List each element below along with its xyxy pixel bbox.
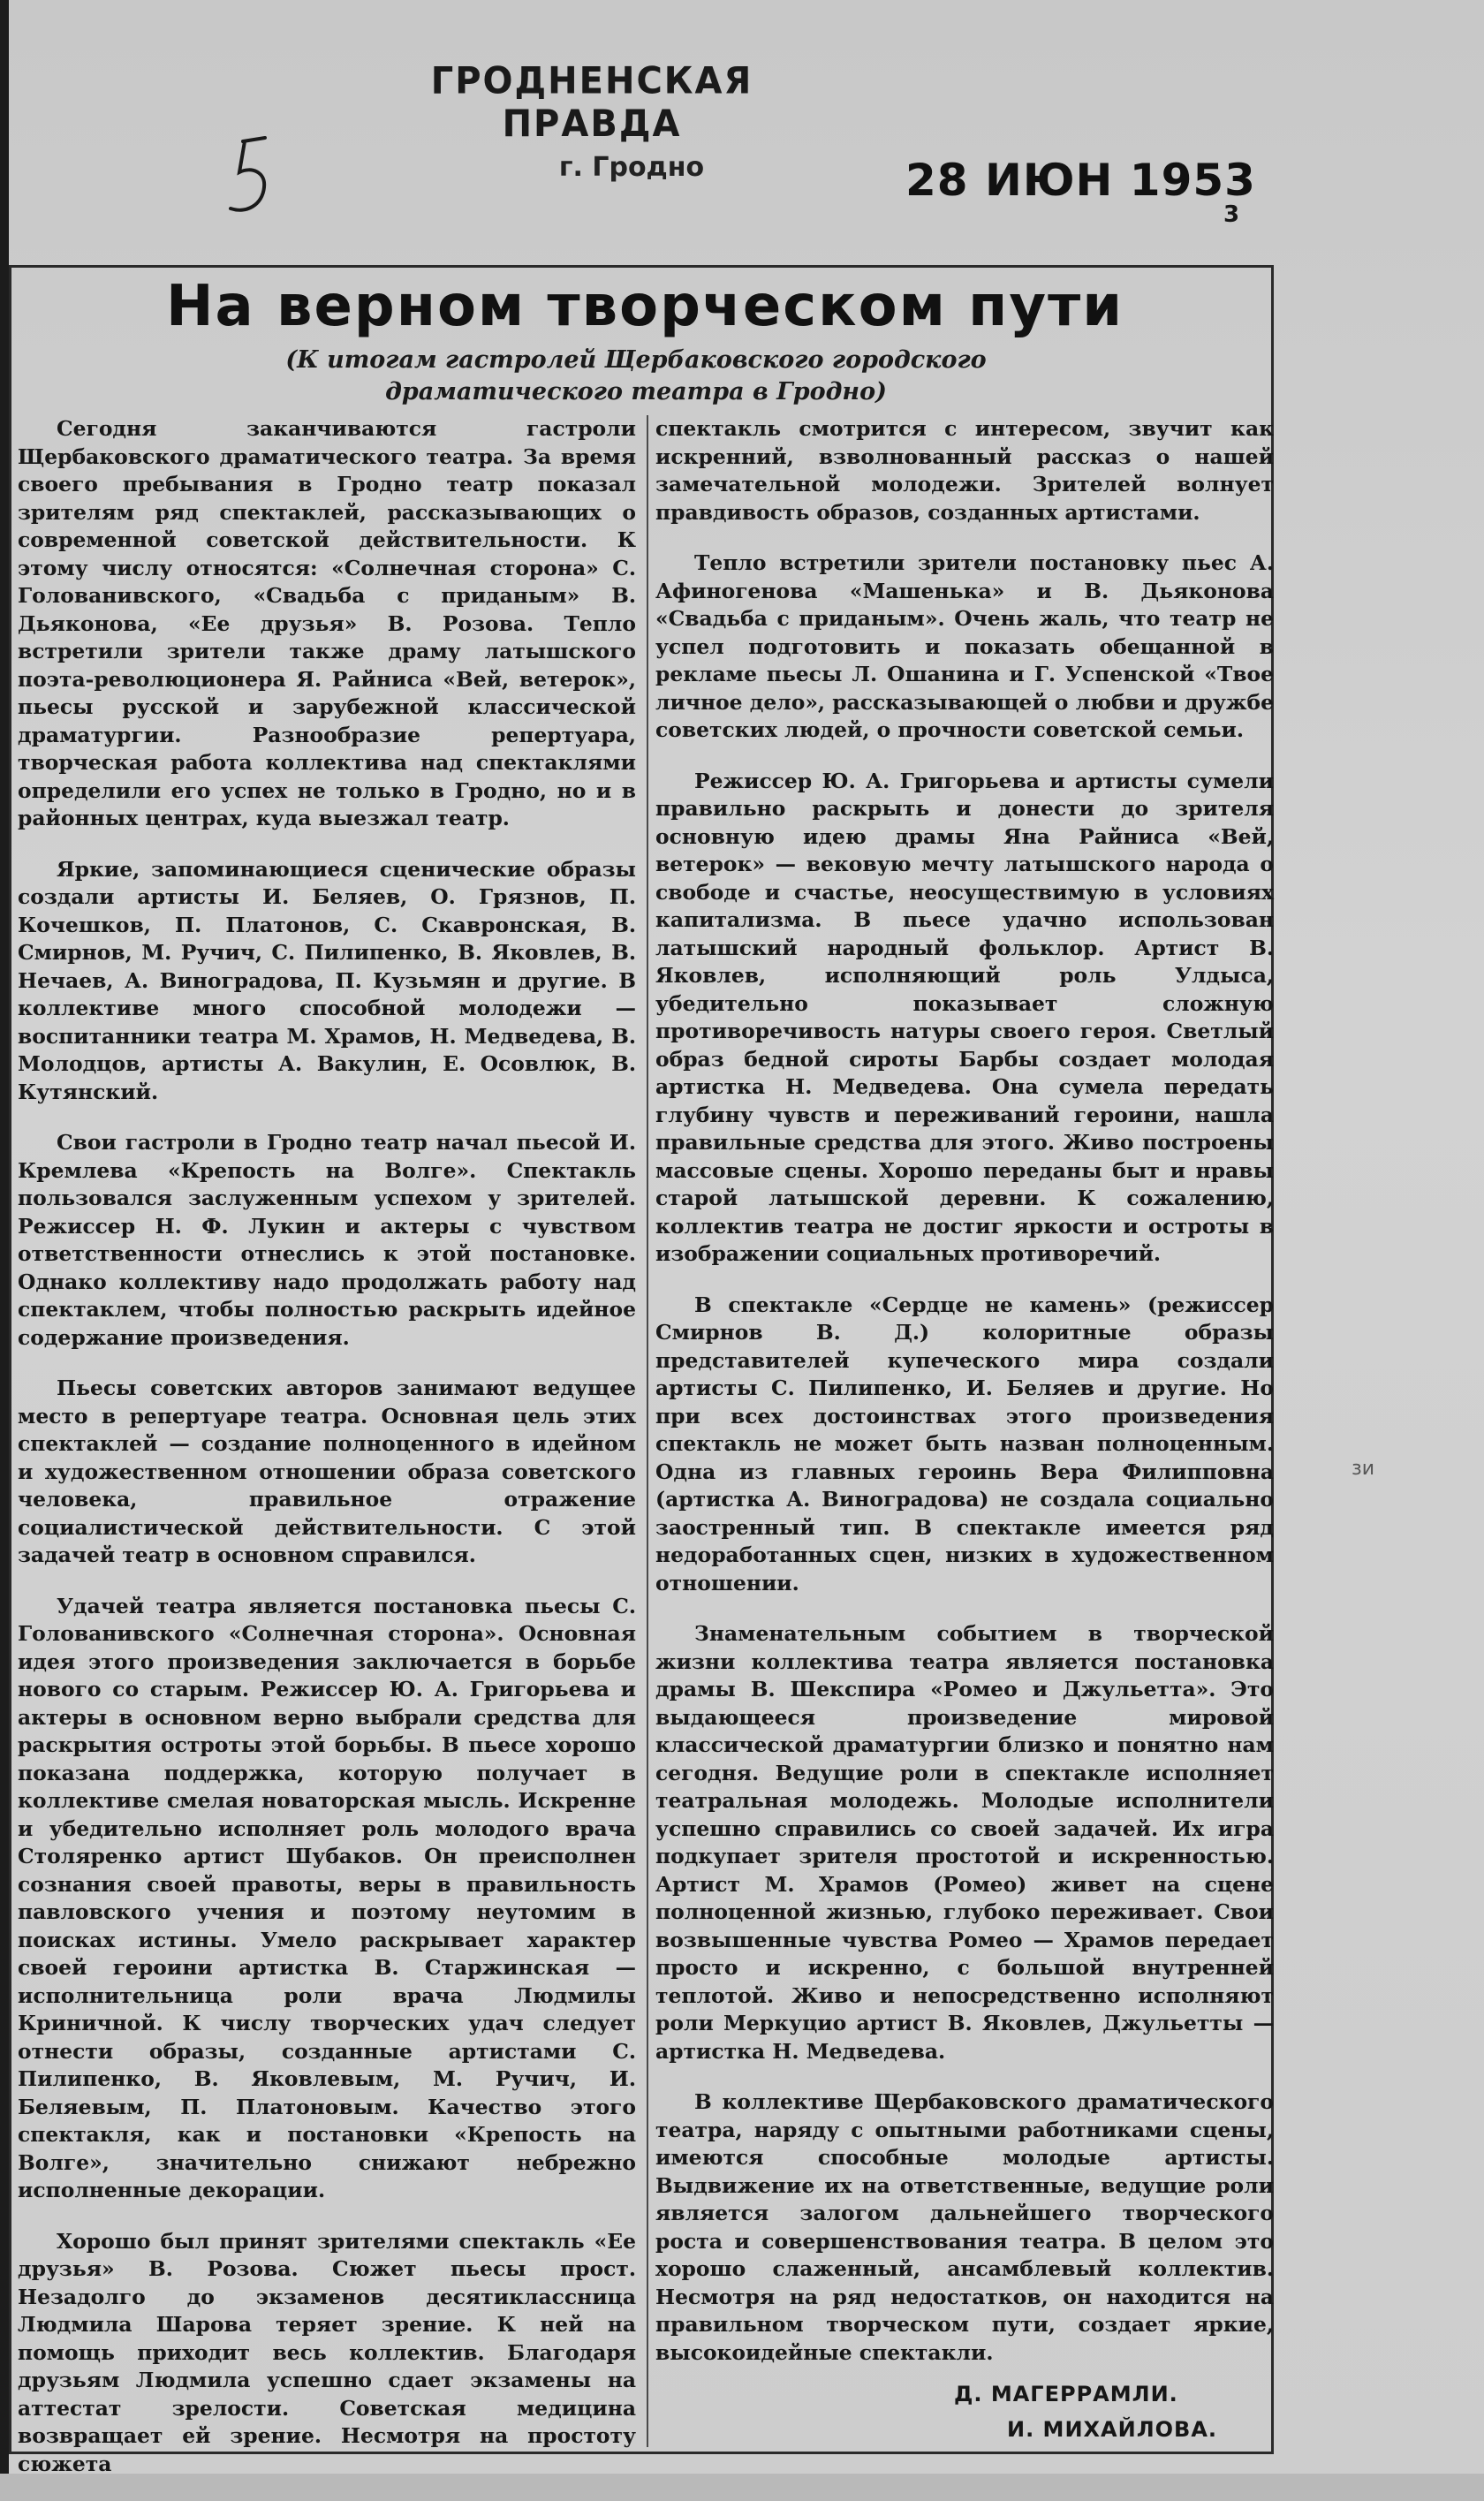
handwritten-number	[225, 133, 278, 221]
handwritten-five-mark	[225, 133, 278, 221]
article-title: На верном творческом пути	[165, 274, 1124, 339]
right-column	[655, 415, 1274, 2390]
paragraph: Режиссер Ю. А. Григорьева и артисты сумели правильно раскрыть и донести до зрителя основную идею драмы Яна Райниса «Вей, ветерок» — вековую мечту латышского народа о свободе и счастье, неосуществимую в условиях капитализма. В пьесе удачно использован латышский народный фольклор. Артист В. Яковлев, исполняющий роль Улдыса, убедительно показывает сложную противоречивость натуры своего героя. Светлый образ бедной сироты Барбы создает молодая артистка Н. Медведева. Она сумела передать глубину чувств и переживаний героини, нашла правильные средства для этого. Живо построены массовые сцены. Хорошо переданы быт и нравы старой латышской деревни. К сожалению, коллектив театра не достиг яркости и остроты в изображении социальных противоречий.	[655, 768, 1274, 1266]
newspaper-stamp	[389, 59, 795, 183]
margin-note: зи	[1352, 1458, 1374, 1480]
paragraph: Удачей театра является постановка пьесы С. Голованивского «Солнечная сторона». Основная идея этого произведения заключается в борьбе нового со старым. Режиссер Ю. А. Григорьева и актеры в основном верно выбрали средства для раскрытия остроты этой борьбы. В пьесе хорошо показана поддержка, которую получает в коллективе смелая новаторская мысль. Искренне и убедительно исполняет роль молодого врача Столяренко артист Шубаков. Он преисполнен сознания своей правоты, веры в правильность павловского учения и поэтому неутомим в поисках истины. Умело раскрывает характер своей героини артистка В. Старжинская — исполнительница роли врача Людмилы Криничной. К числу творческих удач следует отнести образы, созданные артистами С. Пилипенко, В. Яковлевым, М. Ручич, И. Беляевым, П. Платоновым. Качество этого спектакля, как и постановки «Крепость на Волге», значительно снижают небрежно исполненные декорации.	[18, 1593, 636, 2202]
paragraph: Знаменательным событием в творческой жизни коллектива театра является постановка драмы В. Шекспира «Ромео и Джульетта». Это выдающееся произведение мировой классической драматургии близко и понятно нам сегодня. Ведущие роли в спектакле исполняет театральная молодежь. Молодые исполнители успешно справились со своей задачей. Их игра подкупает зрителя простотой и искренностью. Артист М. Храмов (Ромео) живет на сцене полноценной жизнью, глубоко переживает. Свои возвышенные чувства Ромео — Храмов передает просто и искренно, с большой внутренней теплотой. Живо и непосредственно исполняют роли Меркуцио артист В. Яковлев, Джульетты — артистка Н. Медведева.	[655, 1621, 1274, 2064]
paragraph: Тепло встретили зрители постановку пьес А. Афиногенова «Машенька» и В. Дьяконова «Свадьба с приданым». Очень жаль, что театр не успел подготовить и показать обещанной в рекламе пьесы Л. Ошанина и Г. Успенской «Твое личное дело», рассказывающей о любви и дружбе советских людей, о прочности советской семьи.	[655, 550, 1274, 742]
paragraph: Сегодня заканчиваются гастроли Щербаковского драматического театра. За время своего пребывания в Гродно театр показал зрителям ряд спектаклей, рассказывающих о современной советской действительности. К этому числу относятся: «Солнечная сторона» С. Голованивского, «Свадьба с приданым» В. Дьяконова, «Ее друзья» В. Розова. Тепло встретили зрители также драму латышского поэта-революционера Я. Райниса «Вей, ветерок», пьесы русской и зарубежной классической драматургии. Разнообразие репертуара, творческая работа коллектива над спектаклями определили его успех не только в Гродно, но и в районных центрах, куда выезжал театр.	[18, 416, 636, 830]
author-name: И. МИХАЙЛОВА.	[1007, 2417, 1218, 2442]
column-divider	[647, 415, 648, 2447]
article-subtitle: (К итогам гастролей Щербаковского городского драматического театра в Гродно)	[285, 346, 987, 405]
paragraph: Свои гастроли в Гродно театр начал пьесой И. Кремлева «Крепость на Волге». Спектакль пользовался заслуженным успехом у зрителей. Режиссер Н. Ф. Лукин и актеры с чувством ответственности отнеслись к этой постановке. Однако коллективу надо продолжать работу над спектаклем, чтобы полностью раскрыть идейное содержание произведения.	[18, 1130, 636, 1350]
scan-edge	[0, 0, 9, 2474]
paragraph: В коллективе Щербаковского драматического театра, наряду с опытными работниками сцены, имеются способные молодые артисты. Выдвижение их на ответственные, ведущие роли является залогом дальнейшего творческого роста и совершенствования театра. В целом это хорошо слаженный, ансамблевый коллектив. Несмотря на ряд недостатков, он находится на правильном творческом пути, создает яркие, высокоидейные спектакли.	[655, 2089, 1274, 2365]
author-name: Д. МАГЕРРАМЛИ.	[954, 2382, 1178, 2406]
paragraph: спектакль смотрится с интересом, звучит как искренний, взволнованный рассказ о нашей замечательной молодежи. Зрителей волнует правдивость образов, созданных артистами.	[655, 416, 1274, 525]
paragraph: В спектакле «Сердце не камень» (режиссер Смирнов В. Д.) колоритные образы представителей купеческого мира создали артисты С. Пилипенко, И. Беляев и другие. Но при всех достоинствах этого произведения спектакль не может быть назван полноценным. Одна из главных героинь Вера Филипповна (артистка А. Виноградова) не создала социально заостренный тип. В спектакле имеется ряд недоработанных сцен, низких в художественном отношении.	[655, 1292, 1274, 1595]
newspaper-city: г. Гродно	[558, 152, 705, 183]
page-number: 3	[1223, 201, 1240, 228]
paragraph: Яркие, запоминающиеся сценические образы создали артисты И. Беляев, О. Грязнов, П. Кочешков, П. Платонов, С. Скавронская, В. Смирнов, М. Ручич, С. Пилипенко, В. Яковлев, В. Нечаев, А. Виноградова, П. Кузьмян и другие. В коллективе много способной молодежи — воспитанники театра М. Храмов, Н. Медведева, В. Молодцов, артисты А. Вакулин, Е. Осовлюк, В. Кутянский.	[18, 856, 636, 1104]
article-authors	[954, 2376, 1237, 2447]
date-stamp: 28 ИЮН 1953	[905, 155, 1256, 206]
paragraph: Пьесы советских авторов занимают ведущее место в репертуаре театра. Основная цель этих спектаклей — создание полноценного в идейном и художественном отношении образа советского человека, правильное отражение социалистической действительности. С этой задачей театр в основном справился.	[18, 1376, 636, 1567]
left-column	[18, 415, 636, 2501]
newspaper-name: ГРОДНЕНСКАЯ ПРАВДА	[430, 59, 753, 146]
paragraph: Хорошо был принят зрителями спектакль «Ее друзья» В. Розова. Сюжет пьесы прост. Незадолго до экзаменов десятиклассница Людмила Шарова теряет зрение. К ней на помощь приходит весь коллектив. Благодаря друзьям Людмила успешно сдает экзамены на аттестат зрелости. Советская медицина возвращает ей зрение. Несмотря на простоту сюжета	[18, 2228, 636, 2476]
